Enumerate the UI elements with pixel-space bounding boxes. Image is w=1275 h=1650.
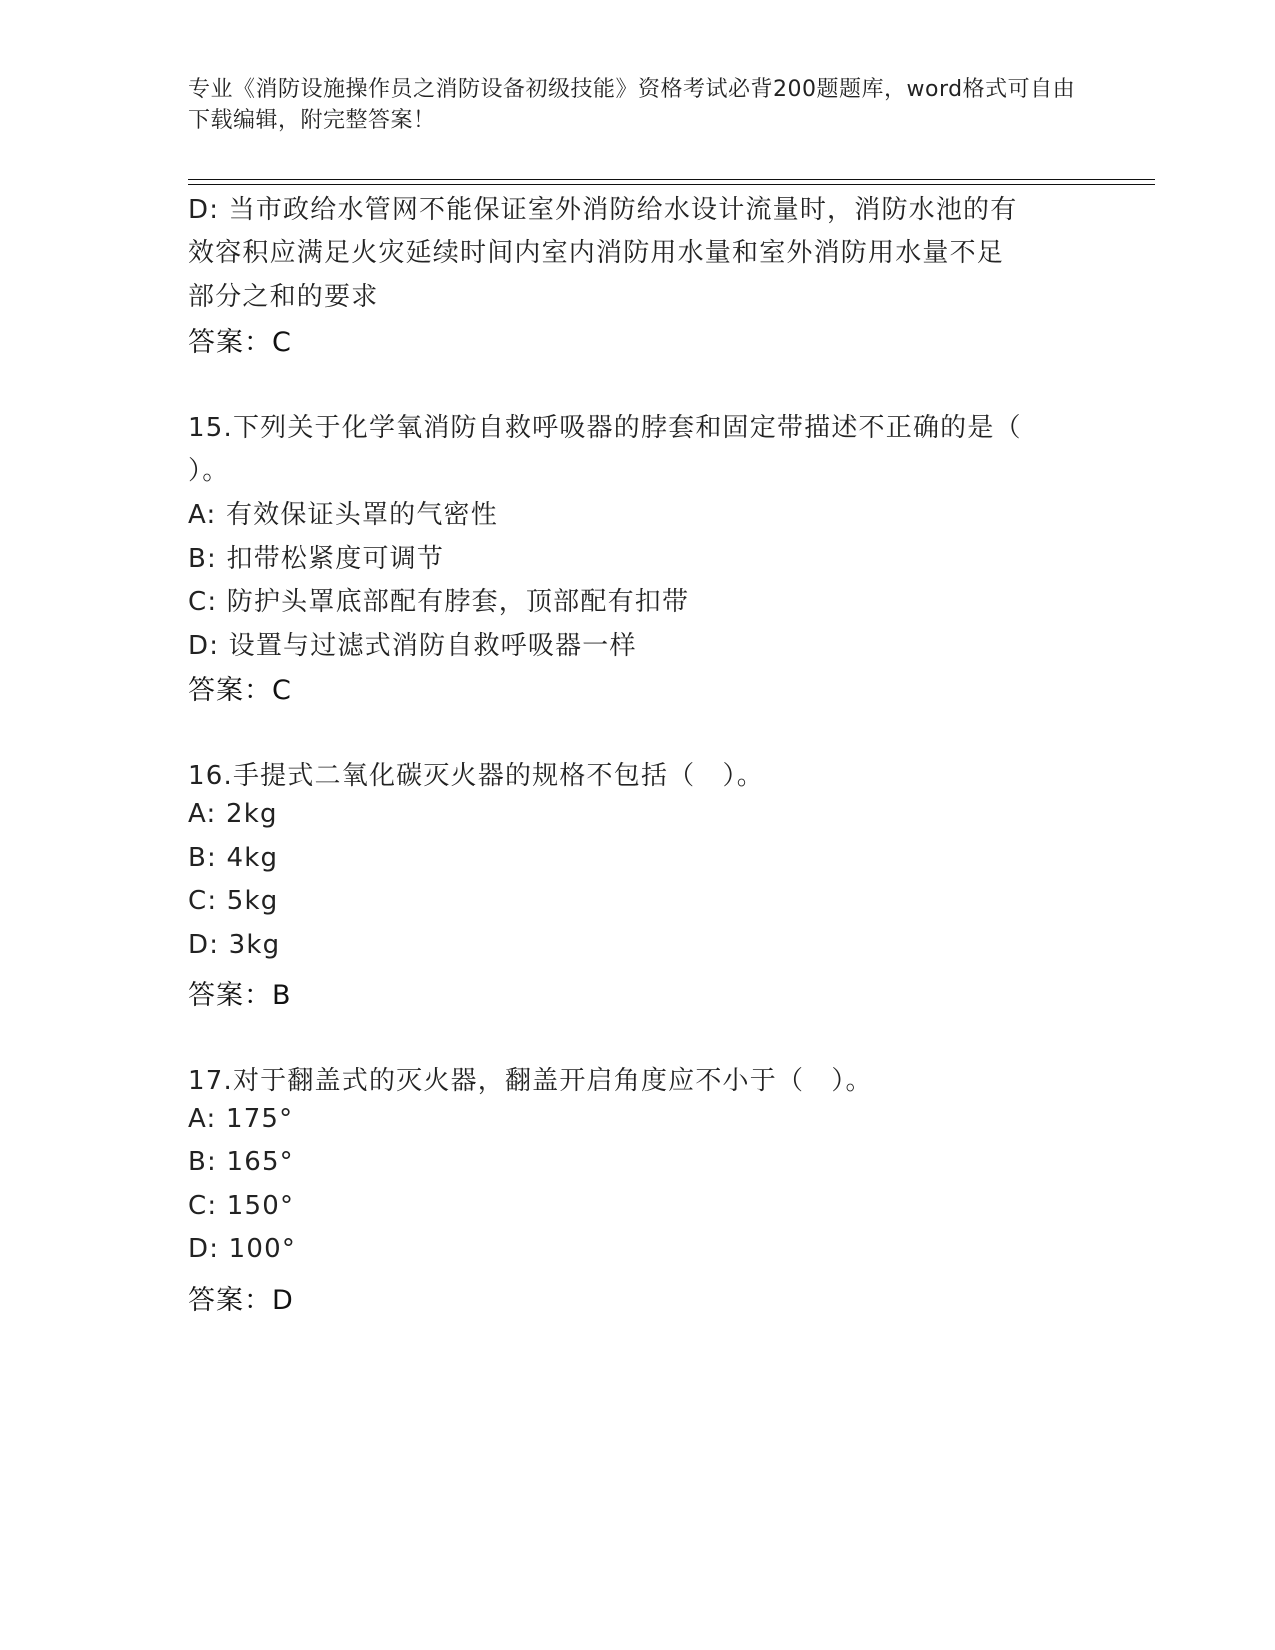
question-17-option-a: A: 175° [188, 1104, 294, 1134]
question-15-stem-line-2: ）。 [188, 456, 230, 486]
question-16-option-a: A: 2kg [188, 799, 278, 829]
question-16-option-c: C: 5kg [188, 886, 279, 916]
option-d-line-1: D: 当市政给水管网不能保证室外消防给水设计流量时，消防水池的有 [188, 195, 1018, 225]
answer-14: 答案：C [188, 327, 292, 358]
question-17-option-d: D: 100° [188, 1234, 297, 1264]
option-d-line-2: 效容积应满足火灾延续时间内室内消防用水量和室外消防用水量不足 [188, 238, 1005, 268]
question-15-option-d: D: 设置与过滤式消防自救呼吸器一样 [188, 631, 637, 661]
answer-17: 答案：D [188, 1285, 294, 1316]
question-15-stem-line-1: 15.下列关于化学氧消防自救呼吸器的脖套和固定带描述不正确的是（ [188, 413, 1022, 443]
question-16-option-b: B: 4kg [188, 843, 279, 873]
question-16-option-d: D: 3kg [188, 930, 281, 960]
question-16-stem: 16.手提式二氧化碳灭火器的规格不包括（ ）。 [188, 761, 764, 791]
question-17-option-b: B: 165° [188, 1147, 294, 1177]
option-d-line-3: 部分之和的要求 [188, 282, 379, 312]
question-15-option-a: A: 有效保证头罩的气密性 [188, 500, 498, 530]
question-15-option-c: C: 防护头罩底部配有脖套，顶部配有扣带 [188, 587, 690, 617]
answer-15: 答案：C [188, 675, 292, 706]
header-rule-bottom [188, 184, 1155, 185]
question-17-stem: 17.对于翻盖式的灭火器，翻盖开启角度应不小于（ ）。 [188, 1066, 873, 1096]
question-17-option-c: C: 150° [188, 1191, 295, 1221]
question-15-option-b: B: 扣带松紧度可调节 [188, 544, 445, 574]
document-header: 专业《消防设施操作员之消防设备初级技能》资格考试必背200题题库，word格式可自由下载编辑，附完整答案！ [188, 77, 1076, 133]
header-rule-top [188, 179, 1155, 180]
answer-16: 答案：B [188, 980, 292, 1011]
